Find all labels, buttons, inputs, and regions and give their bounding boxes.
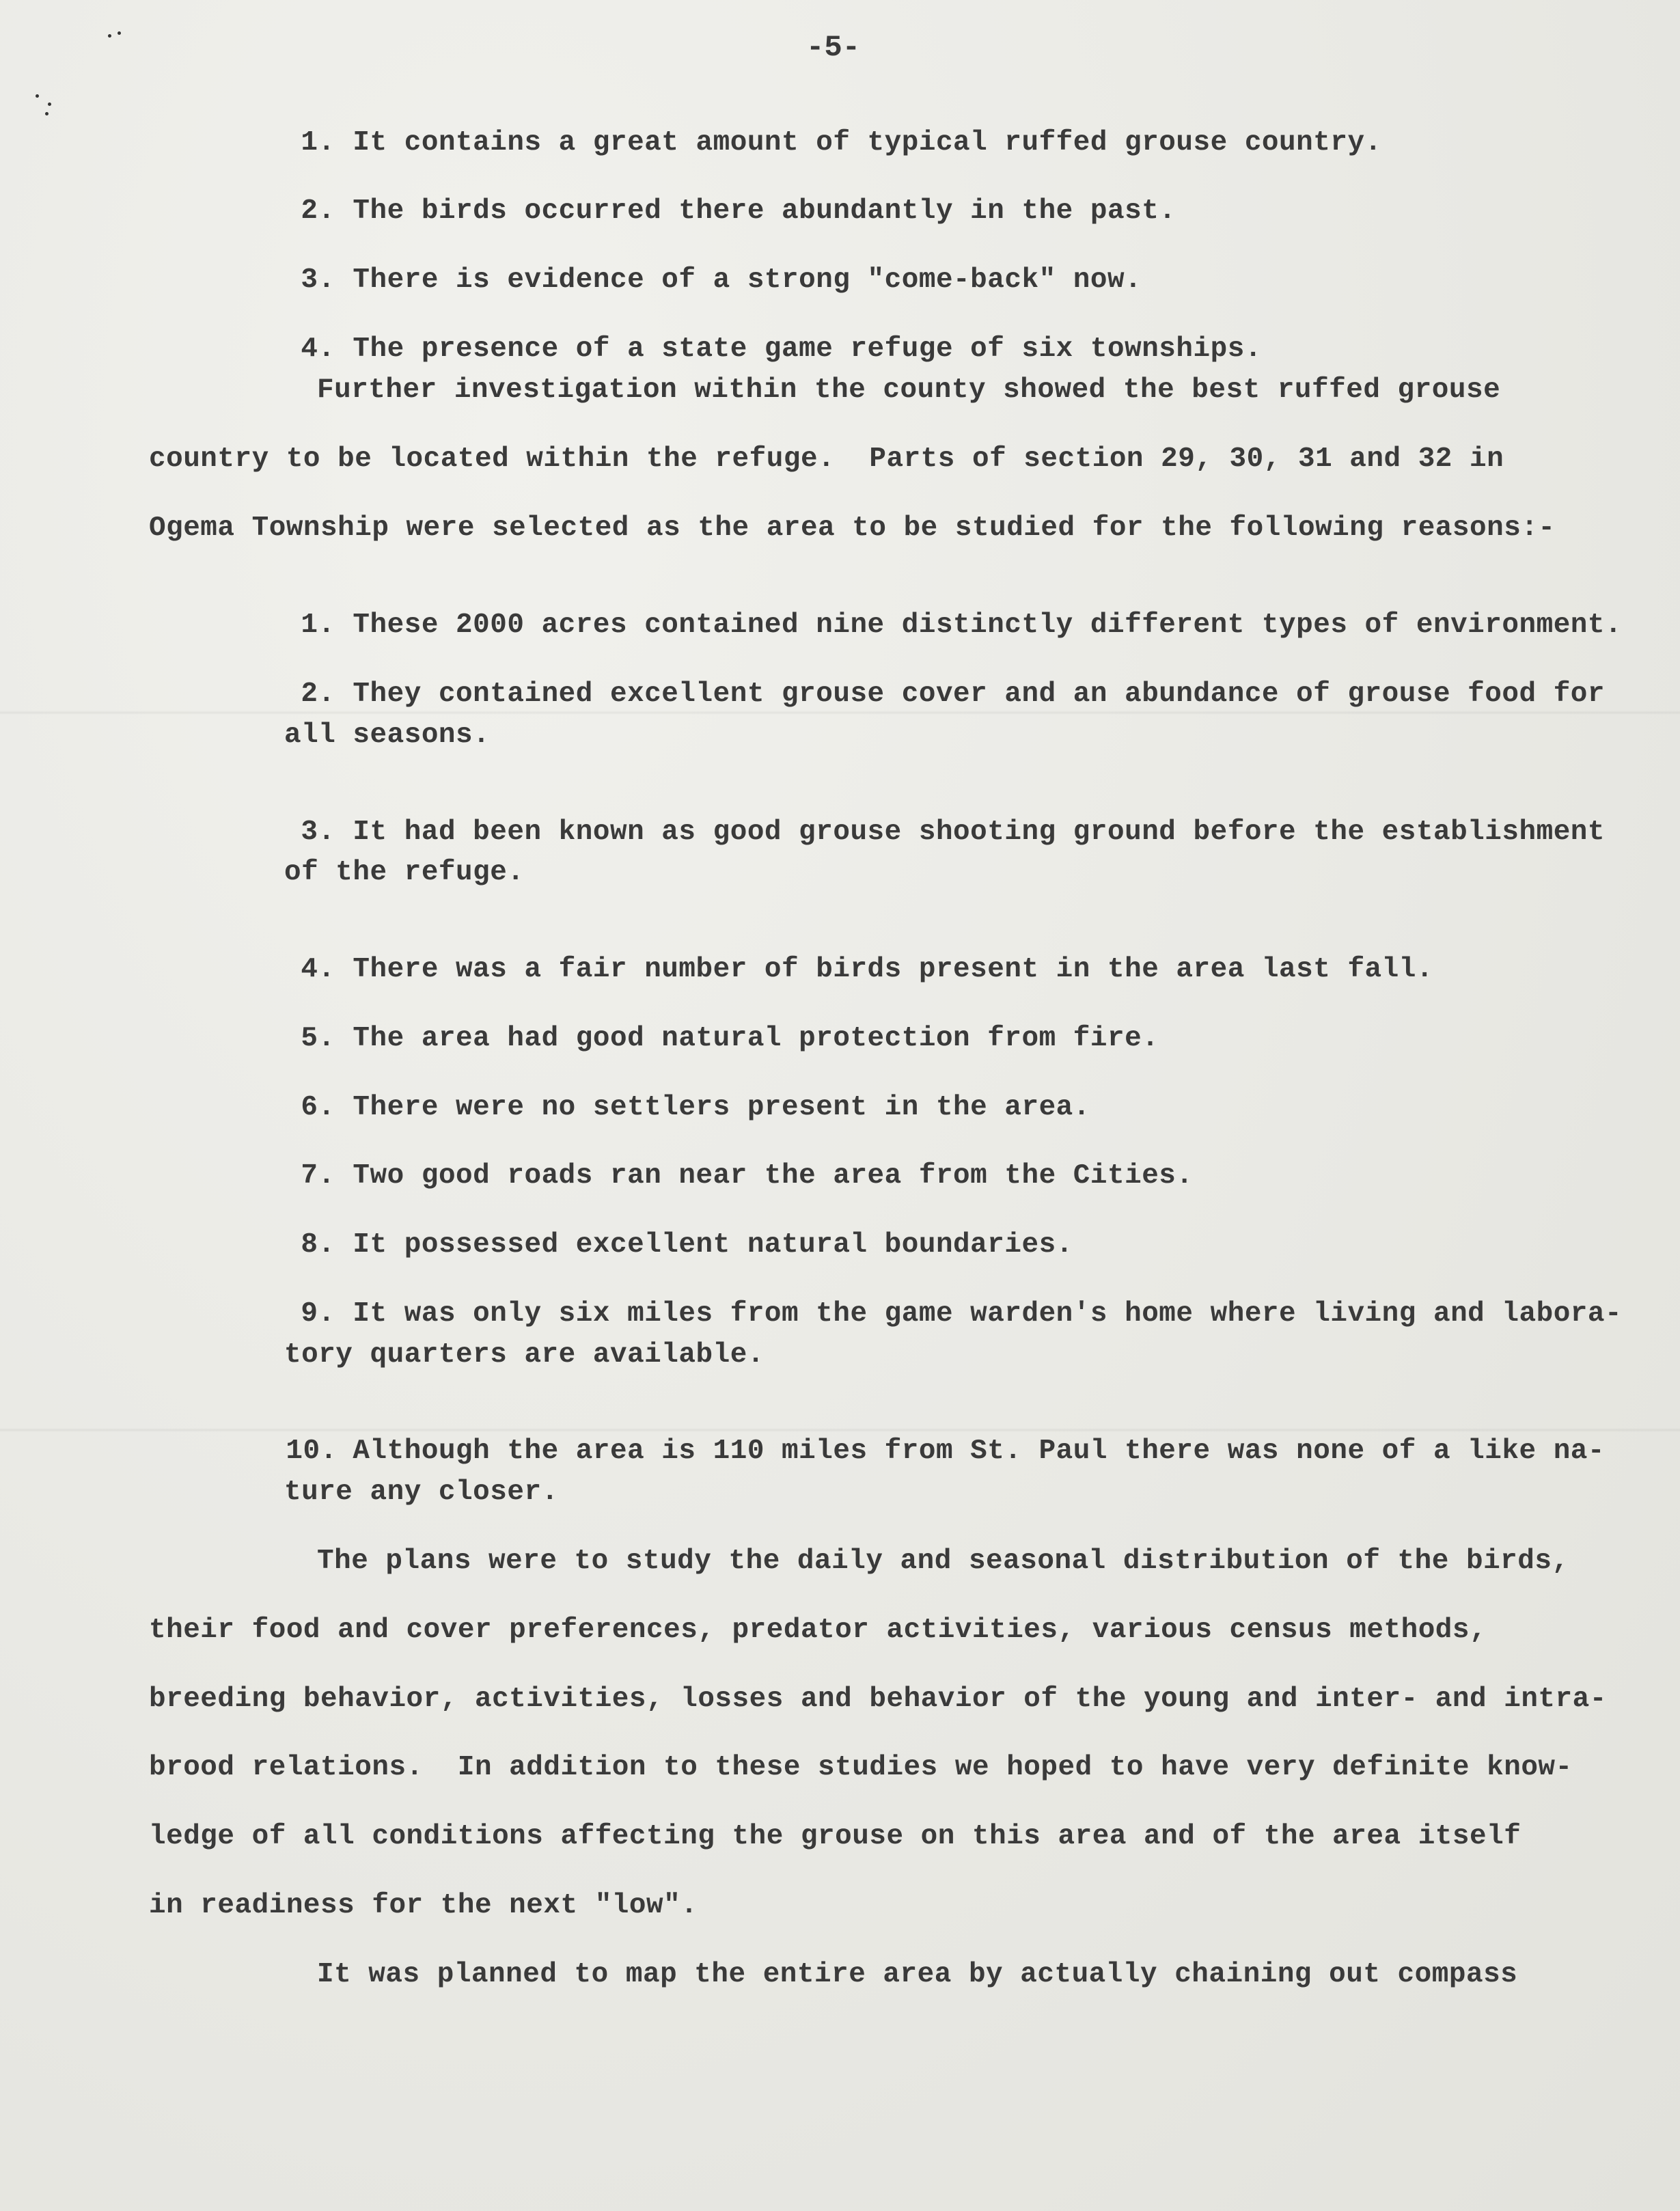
- list-item-continuation: tory quarters are available.: [284, 1339, 765, 1371]
- list-item-number: 2.: [301, 195, 335, 227]
- list-item-text: The presence of a state game refuge of six townships.: [353, 333, 1262, 365]
- list-item-number: 5.: [301, 1023, 335, 1054]
- list-item-text: It had been known as good grouse shooting ground before the establishment: [353, 816, 1606, 848]
- list-item-number: 7.: [301, 1160, 335, 1192]
- list-item-text: It contains a great amount of typical ruffed grouse country.: [353, 127, 1382, 159]
- list-item-number: 4.: [301, 333, 335, 365]
- page-number: -5-: [806, 31, 861, 65]
- ink-speck: [108, 34, 111, 38]
- list-item-number: 2.: [301, 678, 335, 710]
- list-item-continuation: all seasons.: [284, 719, 491, 751]
- list-item-text: There was a fair number of birds present in the area last fall.: [353, 954, 1433, 985]
- list-item-number: 9.: [301, 1298, 335, 1330]
- paragraph-line: breeding behavior, activities, losses and behavior of the young and inter- and intra-: [149, 1684, 1607, 1715]
- list-item-number: 3.: [301, 264, 335, 296]
- list-item-continuation: ture any closer.: [284, 1477, 559, 1508]
- paragraph-line: The plans were to study the daily and seasonal distribution of the birds,: [317, 1546, 1569, 1577]
- list-item-number: 1.: [301, 127, 335, 159]
- list-item-text: Although the area is 110 miles from St. Paul there was none of a like na-: [353, 1436, 1606, 1467]
- list-item-number: 4.: [301, 954, 335, 985]
- ink-speck: [36, 94, 39, 98]
- list-item-text: They contained excellent grouse cover and an abundance of grouse food for: [353, 678, 1606, 710]
- paragraph-line: their food and cover preferences, predator activities, various census methods,: [149, 1615, 1487, 1646]
- list-item-number: 1.: [301, 609, 335, 641]
- paragraph-line: Ogema Township were selected as the area to be studied for the following reasons:-: [149, 512, 1556, 544]
- paragraph-line: brood relations. In addition to these studies we hoped to have very definite know-: [149, 1752, 1573, 1783]
- list-item-text: It was only six miles from the game warden's home where living and labora-: [353, 1298, 1623, 1330]
- list-item-number: 8.: [301, 1229, 335, 1261]
- list-item-text: It possessed excellent natural boundaries.: [353, 1229, 1073, 1261]
- list-item-number: 6.: [301, 1092, 335, 1123]
- paragraph-line: country to be located within the refuge. Parts of section 29, 30, 31 and 32 in: [149, 443, 1504, 475]
- ink-speck: [45, 112, 49, 115]
- list-item-text: The birds occurred there abundantly in the past.: [353, 195, 1176, 227]
- paragraph-line: ledge of all conditions affecting the grouse on this area and of the area itself: [149, 1821, 1521, 1852]
- list-item-number: 3.: [301, 816, 335, 848]
- paragraph-line: in readiness for the next "low".: [149, 1890, 698, 1921]
- ink-speck: [48, 102, 51, 106]
- list-item-text: There were no settlers present in the area.: [353, 1092, 1090, 1123]
- list-item-continuation: of the refuge.: [284, 857, 525, 888]
- paragraph-line: Further investigation within the county showed the best ruffed grouse: [317, 374, 1501, 406]
- ink-speck: [118, 31, 121, 35]
- list-item-number: 10.: [286, 1436, 338, 1467]
- list-item-text: Two good roads ran near the area from the Cities.: [353, 1160, 1194, 1192]
- list-item-text: The area had good natural protection from fire.: [353, 1023, 1159, 1054]
- list-item-text: There is evidence of a strong "come-back" now.: [353, 264, 1142, 296]
- paragraph-line: It was planned to map the entire area by actually chaining out compass: [317, 1959, 1518, 1990]
- list-item-text: These 2000 acres contained nine distinctly different types of environment.: [353, 609, 1623, 641]
